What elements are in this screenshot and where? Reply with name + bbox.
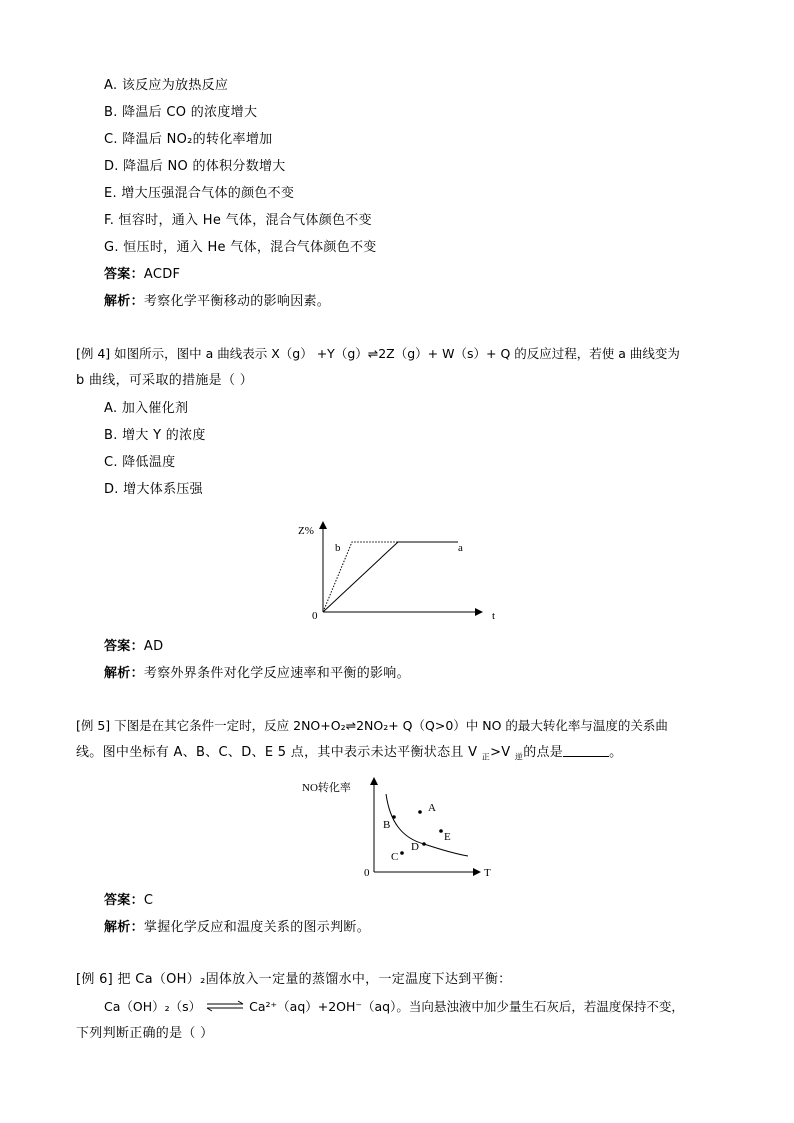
- ex5-label-b: B: [383, 819, 391, 831]
- ex4-option-a: A. 加入催化剂: [104, 401, 189, 416]
- analysis-text: 考察化学平衡移动的影响因素。: [143, 294, 331, 309]
- ex5-analysis-line: [104, 919, 370, 937]
- ex4-question-line2: b 曲线，可采取的措施是（ ）: [76, 373, 254, 388]
- ex5-ylabel: NO转化率: [302, 782, 351, 794]
- ex5-analysis-text: 掌握化学反应和温度关系的图示判断。: [143, 920, 371, 935]
- analysis-line: [104, 293, 330, 311]
- ex6-eq-right: Ca²⁺（aq）+2OH⁻（aq）。当向悬浊液中加少量生石灰后，若温度保持不变，: [249, 999, 684, 1014]
- ex5-question-line1: [例 5] 下图是在其它条件一定时，反应 2NO+O₂⇌2NO₂+ Q（Q>0）中 NO 的最大转化率与温度的关系曲: [76, 718, 668, 733]
- ex5-answer-value: C: [143, 893, 154, 908]
- option-b: B. 降温后 CO 的浓度增大: [104, 105, 258, 120]
- ex5-point-b: [392, 815, 396, 819]
- ex4-label-b: b: [335, 542, 341, 554]
- ex4-option-d: D. 增大体系压强: [104, 482, 203, 497]
- ex5-analysis-label: 解析：: [104, 920, 144, 935]
- ex5-line2-end: 。: [609, 745, 623, 760]
- analysis-label: 解析：: [104, 294, 144, 309]
- ex5-point-c: [400, 851, 404, 855]
- ex4-answer-line: [104, 638, 163, 656]
- ex5-answer-blank: [563, 744, 609, 757]
- answer-value: ACDF: [143, 267, 181, 282]
- ex4-option-b: B. 增大 Y 的浓度: [104, 428, 206, 443]
- ex5-v-forward-sub: 正: [481, 752, 491, 762]
- ex5-answer-line: [104, 892, 153, 910]
- ex4-ylabel: Z%: [298, 525, 314, 537]
- ex4-question-line1: [例 4] 如图所示，图中 a 曲线表示 X（g） +Y（g）⇌2Z（g）+ W（s）+ Q 的反应过程，若使 a 曲线变为: [76, 346, 680, 361]
- ex4-xlabel: t: [492, 610, 496, 622]
- ex5-v-reverse-sub: 逆: [514, 752, 524, 762]
- ex5-label-c: C: [391, 851, 399, 863]
- ex5-question-line2: [76, 744, 622, 767]
- answer-line: [104, 266, 180, 284]
- ex4-analysis-line: [104, 665, 410, 683]
- ex5-line2-post: 的点是: [523, 745, 564, 760]
- ex5-equilibrium-curve: [386, 794, 468, 856]
- ex4-label-a: a: [458, 542, 463, 554]
- ex5-answer-label: 答案：: [104, 893, 144, 908]
- ex5-point-a: [418, 810, 422, 814]
- ex5-point-d: [422, 842, 426, 846]
- ex4-chart: [290, 516, 510, 628]
- ex5-origin: 0: [364, 867, 370, 879]
- ex6-eq-left: Ca（OH）₂（s）: [104, 999, 202, 1014]
- option-d: D. 降温后 NO 的体积分数增大: [104, 159, 286, 174]
- ex5-label-e: E: [444, 831, 451, 843]
- ex6-question-line1: [例 6] 把 Ca（OH）₂固体放入一定量的蒸馏水中，一定温度下达到平衡：: [76, 972, 512, 987]
- ex5-line2-pre: 线。图中坐标有 A、B、C、D、E 5 点，其中表示未达平衡状态且 V: [76, 745, 482, 760]
- option-a: A. 该反应为放热反应: [104, 78, 229, 93]
- ex4-origin: 0: [312, 610, 318, 622]
- ex6-equation-line: [104, 998, 684, 1016]
- ex5-label-d: D: [411, 841, 419, 853]
- equilibrium-arrow-icon: [205, 1000, 245, 1012]
- option-g: G. 恒压时，通入 He 气体，混合气体颜色不变: [104, 240, 377, 255]
- option-e: E. 增大压强混合气体的颜色不变: [104, 186, 295, 201]
- option-c: C. 降温后 NO₂的转化率增加: [104, 132, 273, 147]
- ex4-figure: [290, 516, 510, 632]
- ex5-chart: [298, 770, 498, 882]
- ex4-curve-a: [323, 542, 458, 612]
- ex5-label-a: A: [428, 802, 436, 814]
- ex4-analysis-text: 考察外界条件对化学反应速率和平衡的影响。: [143, 666, 410, 681]
- option-f: F. 恒容时，通入 He 气体，混合气体颜色不变: [104, 213, 372, 228]
- answer-label: 答案：: [104, 267, 144, 282]
- ex4-analysis-label: 解析：: [104, 666, 144, 681]
- ex6-question-line3: 下列判断正确的是（ ）: [76, 1026, 214, 1041]
- ex5-figure: [298, 770, 498, 886]
- ex4-option-c: C. 降低温度: [104, 455, 176, 470]
- ex4-answer-label: 答案：: [104, 639, 144, 654]
- ex5-point-e: [439, 829, 443, 833]
- ex5-v-mid: >V: [490, 745, 515, 760]
- ex5-xlabel: T: [484, 867, 491, 879]
- ex4-answer-value: AD: [143, 639, 164, 654]
